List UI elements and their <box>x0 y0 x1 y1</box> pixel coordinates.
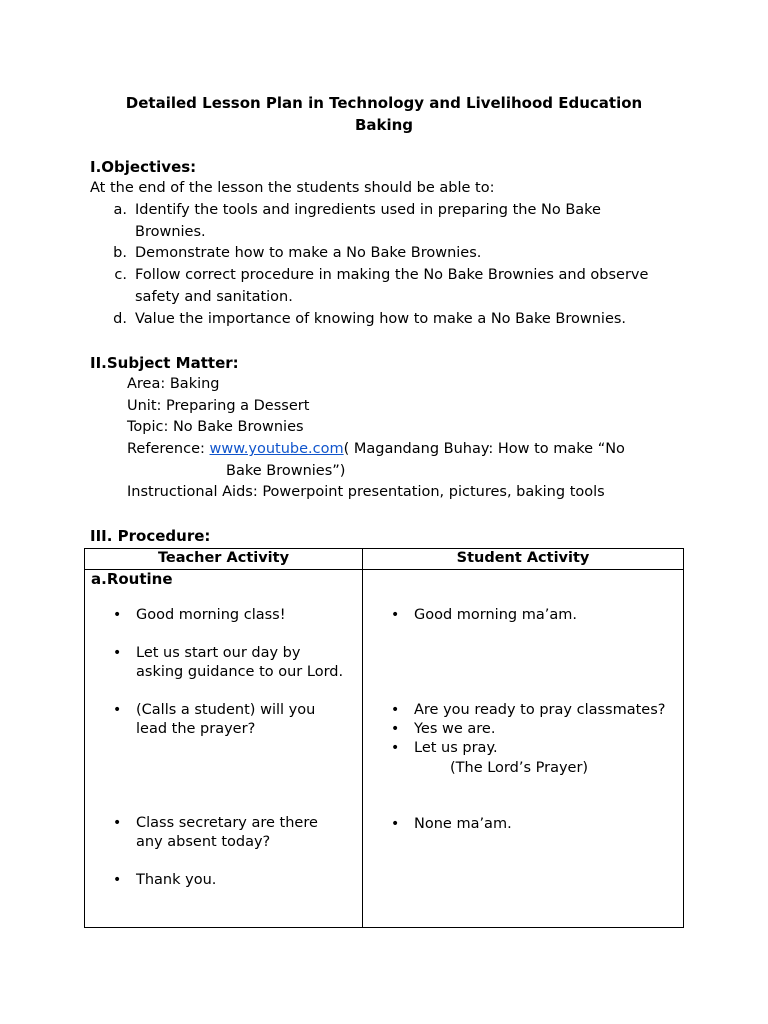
procedure-heading: III. Procedure: <box>90 527 211 545</box>
teacher-item-4: Class secretary are there any absent today? <box>136 815 318 850</box>
bullet: • <box>113 645 122 661</box>
objective-b-text: Demonstrate how to make a No Bake Brownies. <box>135 245 482 261</box>
header-student-activity: Student Activity <box>456 550 590 566</box>
header-teacher-activity: Teacher Activity <box>157 550 290 566</box>
subject-matter-heading: II.Subject Matter: <box>90 354 239 372</box>
teacher-item-2: Let us start our day by asking guidance to our Lord. <box>136 645 344 680</box>
bullet: • <box>113 815 122 831</box>
bullet: • <box>391 816 400 832</box>
procedure-table <box>84 548 684 928</box>
objective-d-text: Value the importance of knowing how to make a No Bake Brownies. <box>135 311 627 327</box>
objective-a-letter: a. <box>113 202 127 218</box>
bullet: • <box>391 607 400 623</box>
student-item-1: Good morning ma’am. <box>414 607 577 623</box>
prayer-note: (The Lord’s Prayer) <box>450 760 589 776</box>
subject-topic: Topic: No Bake Brownies <box>127 419 304 435</box>
document-subtitle: Baking <box>354 116 414 134</box>
objective-c-text: Follow correct procedure in making the No Bake Brownies and observe <box>135 267 649 283</box>
reference-link[interactable]: www.youtube.com <box>209 441 344 457</box>
teacher-item-3: (Calls a student) will you lead the prayer? <box>136 702 316 737</box>
teacher-item-5: Thank you. <box>136 872 217 888</box>
objective-b-letter: b. <box>113 245 127 261</box>
objective-a-text: Identify the tools and ingredients used in preparing the No Bake <box>135 202 601 218</box>
teacher-item-1: Good morning class! <box>136 607 286 623</box>
student-item-4: Let us pray. <box>414 740 498 756</box>
reference-description: ( Magandang Buhay: How to make “No <box>343 441 625 457</box>
objective-a-text-cont: Brownies. <box>135 224 206 240</box>
document-title: Detailed Lesson Plan in Technology and Livelihood Education <box>125 94 643 112</box>
bullet: • <box>113 872 122 888</box>
subject-area: Area: Baking <box>127 376 220 392</box>
bullet: • <box>391 740 400 756</box>
student-item-2: Are you ready to pray classmates? <box>414 702 666 718</box>
student-item-3: Yes we are. <box>414 721 496 737</box>
table-header-divider <box>85 569 683 570</box>
bullet: • <box>391 721 400 737</box>
reference-description-cont: Bake Brownies”) <box>226 463 346 479</box>
bullet: • <box>113 607 122 623</box>
objective-c-letter: c. <box>114 267 127 283</box>
objectives-intro: At the end of the lesson the students should be able to: <box>90 180 495 196</box>
subject-unit: Unit: Preparing a Dessert <box>127 398 310 414</box>
student-item-5: None ma’am. <box>414 816 512 832</box>
objective-c-text-cont: safety and sanitation. <box>135 289 293 305</box>
reference-label: Reference: <box>127 441 210 457</box>
table-column-divider <box>362 549 363 927</box>
objectives-heading: I.Objectives: <box>90 158 197 176</box>
bullet: • <box>391 702 400 718</box>
subject-reference <box>127 441 625 457</box>
bullet: • <box>113 702 122 718</box>
objective-d-letter: d. <box>113 311 127 327</box>
routine-section-label: a.Routine <box>91 570 173 588</box>
subject-instructional-aids: Instructional Aids: Powerpoint presentation, pictures, baking tools <box>127 484 605 500</box>
